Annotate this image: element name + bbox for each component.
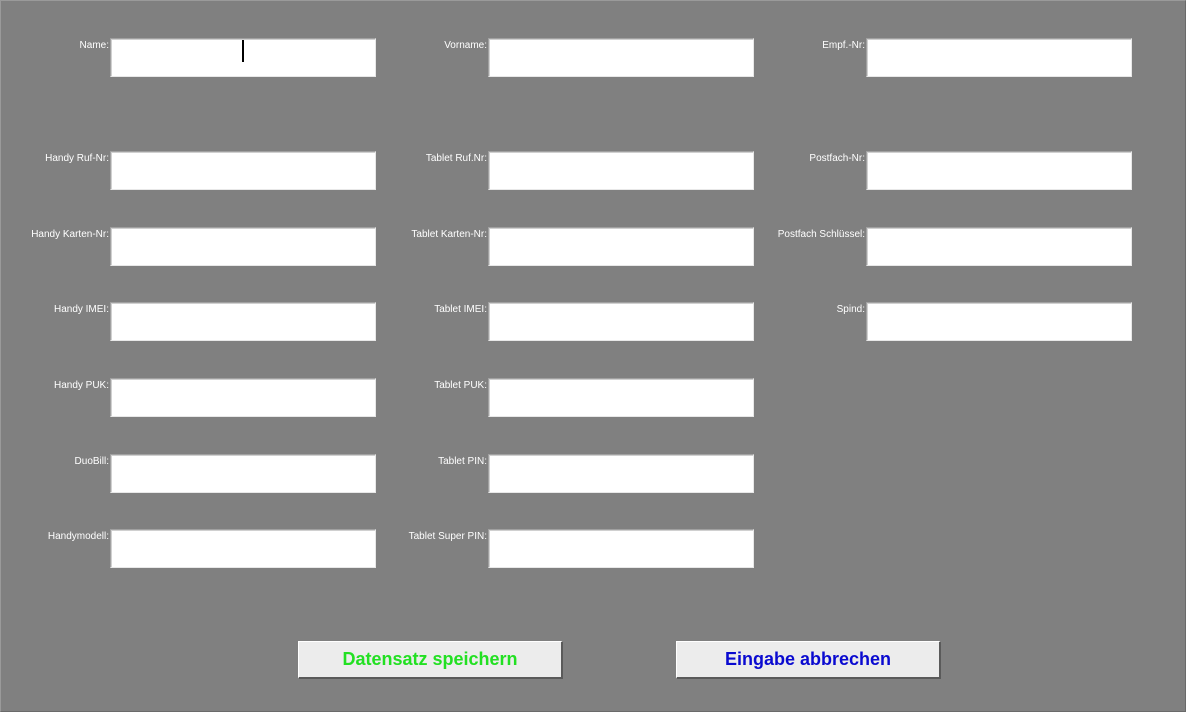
tablet-pin-label: Tablet PIN: bbox=[438, 456, 487, 467]
tablet-ruf-nr-label: Tablet Ruf.Nr: bbox=[425, 153, 487, 164]
vorname-label: Vorname: bbox=[444, 40, 487, 51]
empf-nr-field[interactable] bbox=[866, 38, 1132, 77]
handy-karten-nr-label: Handy Karten-Nr: bbox=[31, 229, 109, 240]
tablet-puk-label: Tablet PUK: bbox=[434, 380, 487, 391]
empf-nr-label: Empf.-Nr: bbox=[822, 40, 865, 51]
handy-imei-label: Handy IMEI: bbox=[53, 304, 109, 315]
postfach-schluessel-field[interactable] bbox=[866, 227, 1132, 266]
tablet-karten-nr-field[interactable] bbox=[488, 227, 754, 266]
tablet-karten-nr-label: Tablet Karten-Nr: bbox=[411, 229, 487, 240]
handy-puk-field[interactable] bbox=[110, 378, 376, 417]
handy-imei-field[interactable] bbox=[110, 302, 376, 341]
handy-ruf-nr-field[interactable] bbox=[110, 151, 376, 190]
tablet-super-pin-label: Tablet Super PIN: bbox=[408, 531, 487, 542]
postfach-nr-label: Postfach-Nr: bbox=[809, 153, 865, 164]
name-label: Name: bbox=[79, 40, 109, 51]
duobill-label: DuoBill: bbox=[74, 456, 109, 467]
tablet-ruf-nr-field[interactable] bbox=[488, 151, 754, 190]
postfach-schluessel-label: Postfach Schlüssel: bbox=[777, 229, 865, 240]
duobill-field[interactable] bbox=[110, 454, 376, 493]
tablet-super-pin-field[interactable] bbox=[488, 529, 754, 568]
handy-ruf-nr-label: Handy Ruf-Nr: bbox=[45, 153, 109, 164]
handy-karten-nr-field[interactable] bbox=[110, 227, 376, 266]
postfach-nr-field[interactable] bbox=[866, 151, 1132, 190]
spind-label: Spind: bbox=[836, 304, 865, 315]
handymodell-label: Handymodell: bbox=[47, 531, 109, 542]
vorname-field[interactable] bbox=[488, 38, 754, 77]
tablet-imei-label: Tablet IMEI: bbox=[434, 304, 487, 315]
save-record-button[interactable]: Datensatz speichern bbox=[298, 641, 563, 679]
handymodell-field[interactable] bbox=[110, 529, 376, 568]
spind-field[interactable] bbox=[866, 302, 1132, 341]
handy-puk-label: Handy PUK: bbox=[53, 380, 109, 391]
text-cursor bbox=[242, 40, 244, 62]
tablet-pin-field[interactable] bbox=[488, 454, 754, 493]
cancel-input-button[interactable]: Eingabe abbrechen bbox=[676, 641, 941, 679]
tablet-imei-field[interactable] bbox=[488, 302, 754, 341]
tablet-puk-field[interactable] bbox=[488, 378, 754, 417]
